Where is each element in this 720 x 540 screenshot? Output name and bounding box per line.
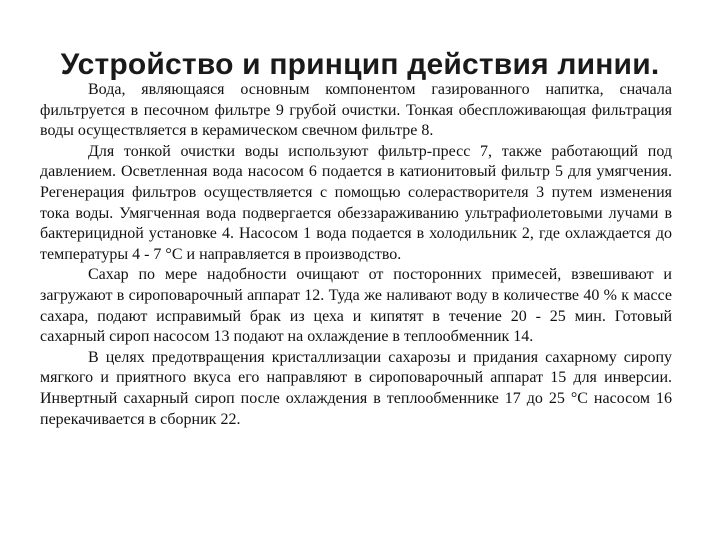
paragraph-sugar-syrup: Сахар по мере надобности очищают от посторонних примесей, взвешивают и загружают в сироповарочный аппарат 12. Туда же наливают воду в количестве 40 % к массе сахара, подают исправимый брак из цеха и кипятят в течение 20 - 25 мин. Готовый сахарный сироп насосом 13 подают на охлаждение в теплообменник 14.	[40, 266, 672, 346]
slide-body	[40, 80, 672, 430]
slide-title: Устройство и принцип действия линии.	[60, 48, 660, 82]
paragraph-water-filtration: Вода, являющаяся основным компонентом газированного напитка, сначала фильтруется в песочном фильтре 9 грубой очистки. Тонкая обеспложивающая фильтрация воды осуществляется в керамическом свечном фильтре 8.	[40, 81, 672, 140]
paragraph-water-treatment: Для тонкой очистки воды используют фильтр-пресс 7, также работающий под давлением. Осветленная вода насосом 6 подается в катионитовый фильтр 5 для умягчения. Регенерация фильтров осуществляется с помощью солерастворителя 3 путем изменения тока воды. Умягченная вода подвергается обеззараживанию ультрафиолетовыми лучами в бактерицидной установке 4. Насосом 1 вода подается в холодильник 2, где охлаждается до температуры 4 - 7 °С и направляется в производство.	[40, 142, 672, 263]
paragraph-inversion: В целях предотвращения кристаллизации сахарозы и придания сахарному сиропу мягкого и приятного вкуса его направляют в сироповарочный аппарат 15 для инверсии. Инвертный сахарный сироп после охлаждения в теплообменнике 17 до 25 °С насосом 16 перекачивается в сборник 22.	[40, 348, 672, 428]
